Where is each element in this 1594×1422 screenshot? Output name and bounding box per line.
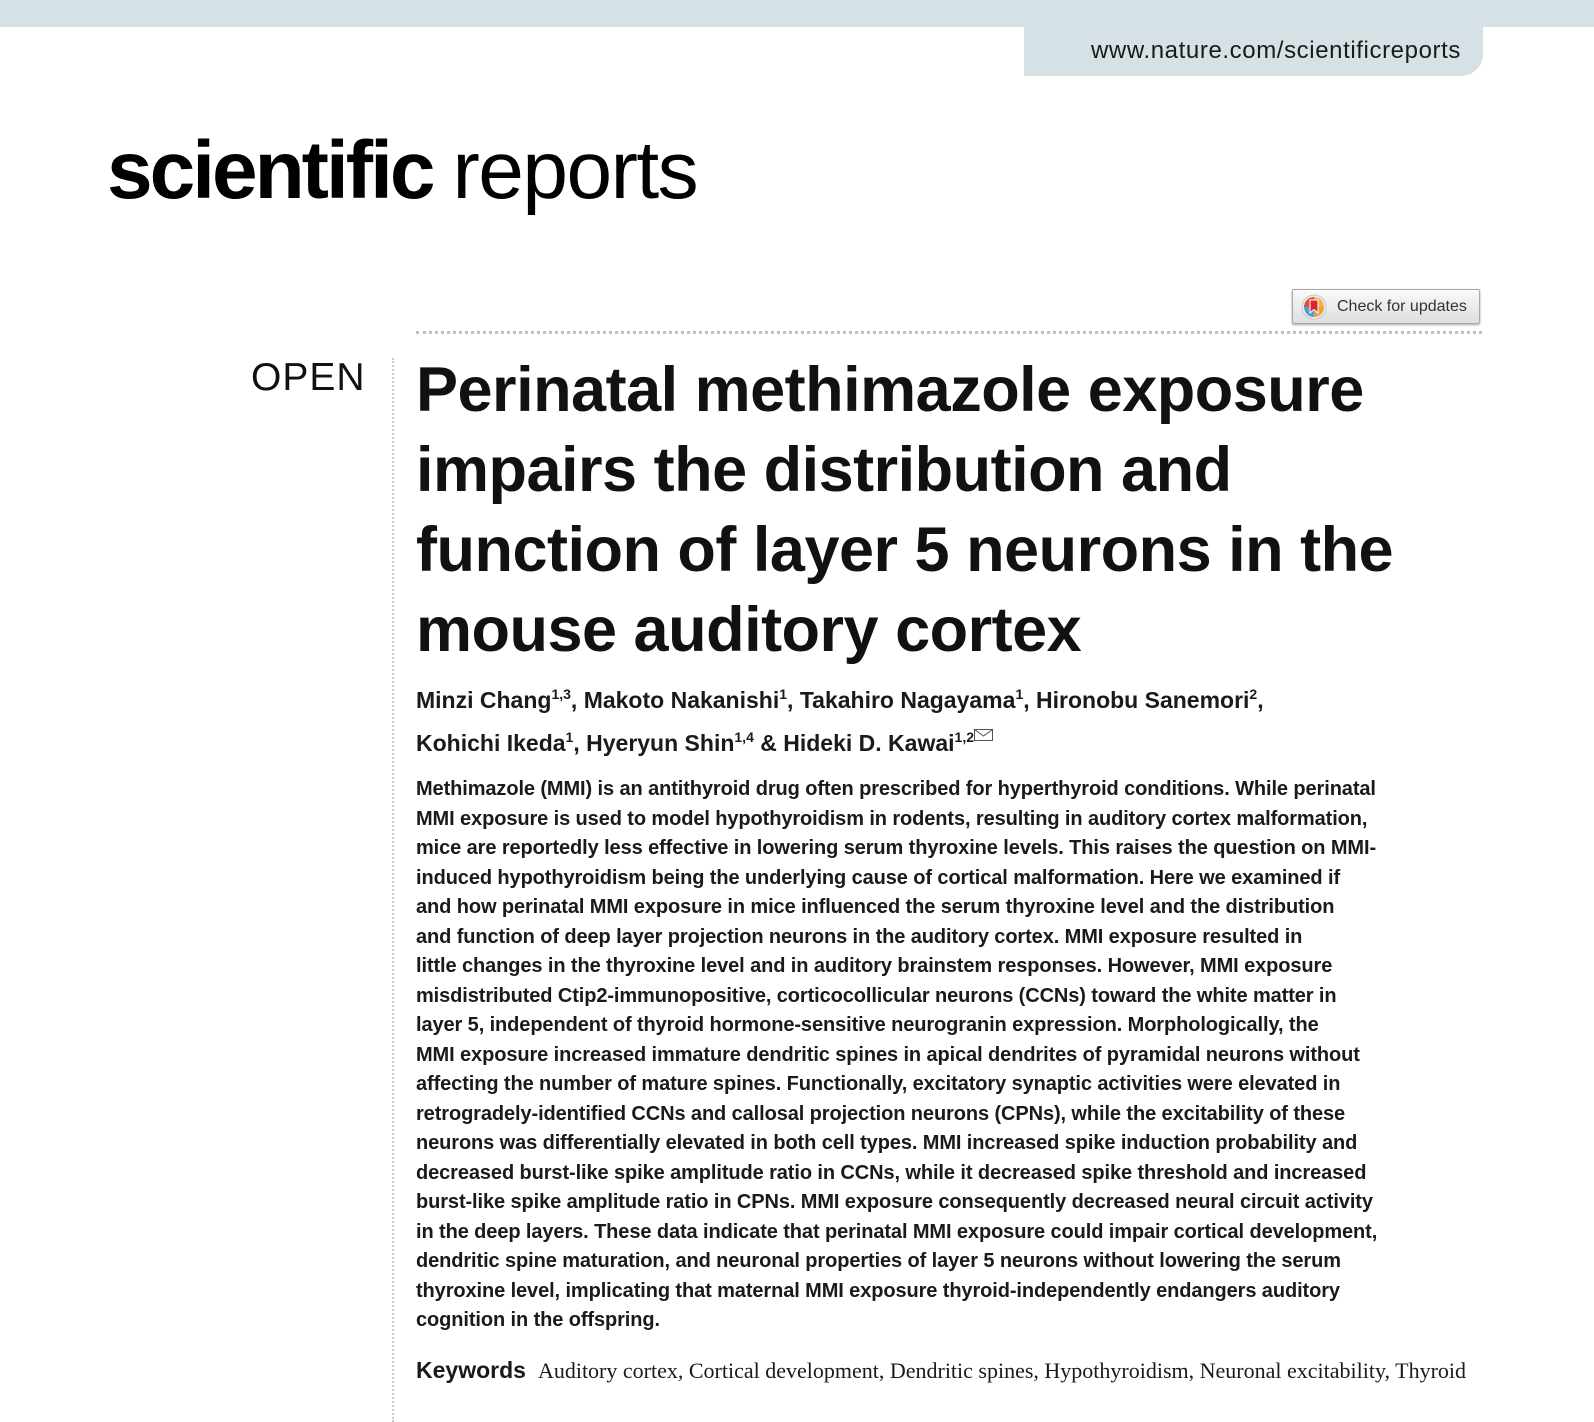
abstract-line: decreased burst-like spike amplitude ratio in CCNs, while it decreased spike threshold and increased — [416, 1161, 1367, 1184]
author-separator: , — [573, 730, 587, 756]
author-affiliation[interactable]: 1 — [565, 729, 574, 745]
abstract-line: misdistributed Ctip2-immunopositive, corticocollicular neurons (CCNs) toward the white matter in — [416, 984, 1337, 1007]
check-for-updates-label: Check for updates — [1337, 297, 1467, 315]
author-name[interactable]: Hideki D. Kawai — [783, 730, 955, 756]
author-separator: , — [787, 687, 800, 713]
keywords-list: Auditory cortex, Cortical development, Dendritic spines, Hypothyroidism, Neuronal excitability, Thyroid — [537, 1358, 1467, 1383]
abstract-line: in the deep layers. These data indicate that perinatal MMI exposure could impair cortical development, — [416, 1220, 1378, 1243]
author-separator: , — [570, 687, 584, 713]
abstract-line: layer 5, independent of thyroid hormone-sensitive neurogranin expression. Morphologically, the — [416, 1014, 1319, 1036]
open-access-label: OPEN — [251, 356, 366, 399]
author-affiliation[interactable]: 1 — [1015, 686, 1024, 702]
abstract-line: cognition in the offspring. — [416, 1309, 660, 1331]
journal-logo — [107, 125, 698, 216]
author-affiliation[interactable]: 2 — [1249, 686, 1258, 702]
author-name[interactable]: Takahiro Nagayama — [799, 687, 1016, 713]
abstract-line: MMI exposure increased immature dendritic spines in apical dendrites of pyramidal neurons without — [416, 1043, 1360, 1066]
abstract-line: retrogradely-identified CCNs and callosal projection neurons (CPNs), while the excitability of these — [416, 1102, 1346, 1125]
article-title: Perinatal methimazole exposure impairs the distribution and function of layer 5 neurons in the mouse auditory cortex — [416, 355, 1394, 665]
abstract-line: dendritic spine maturation, and neuronal properties of layer 5 neurons without lowering the serum — [416, 1250, 1341, 1272]
abstract-line: affecting the number of mature spines. Functionally, excitatory synaptic activities were elevated in — [416, 1073, 1341, 1095]
journal-name-bold: scientific — [107, 125, 433, 216]
author-affiliation[interactable]: 1,4 — [734, 729, 754, 745]
keywords-section — [416, 1355, 1486, 1386]
author-separator: & — [753, 730, 784, 756]
abstract-line: little changes in the thyroxine level and in auditory brainstem responses. However, MMI exposure — [416, 955, 1333, 977]
keywords-label: Keywords — [416, 1357, 526, 1383]
journal-name-light: reports — [452, 125, 698, 216]
author-affiliation[interactable]: 1,2 — [954, 729, 974, 745]
author-list — [416, 684, 1476, 760]
author-separator: , — [1023, 687, 1037, 713]
dotted-divider — [416, 331, 1482, 334]
vertical-divider — [392, 358, 394, 1422]
author-affiliation[interactable]: 1,3 — [551, 686, 571, 702]
abstract-line: induced hypothyroidism being the underlying cause of cortical malformation. Here we examined if — [416, 866, 1341, 889]
check-for-updates-button[interactable] — [1292, 289, 1480, 324]
author-name[interactable]: Kohichi Ikeda — [416, 730, 566, 756]
envelope-icon[interactable] — [974, 717, 993, 729]
abstract-line: thyroxine level, implicating that maternal MMI exposure thyroid-independently endangers auditory — [416, 1279, 1340, 1302]
abstract-line: burst-like spike amplitude ratio in CPNs. MMI exposure consequently decreased neural circuit activity — [416, 1191, 1373, 1213]
abstract-line: mice are reportedly less effective in lowering serum thyroxine levels. This raises the question on MMI- — [416, 837, 1377, 859]
abstract-line: MMI exposure is used to model hypothyroidism in rodents, resulting in auditory cortex malformation, — [416, 807, 1368, 830]
abstract-line: and how perinatal MMI exposure in mice influenced the serum thyroxine level and the distribution — [416, 896, 1335, 918]
author-name[interactable]: Minzi Chang — [416, 687, 552, 713]
author-name[interactable]: Hyeryun Shin — [586, 730, 735, 756]
crossmark-icon — [1301, 294, 1327, 320]
author-separator: , — [1257, 687, 1264, 713]
url-tab — [1024, 0, 1483, 76]
abstract-line: Methimazole (MMI) is an antithyroid drug often prescribed for hyperthyroid conditions. While perinatal — [416, 778, 1376, 800]
author-affiliation[interactable]: 1 — [779, 686, 788, 702]
abstract-line: and function of deep layer projection neurons in the auditory cortex. MMI exposure resulted in — [416, 925, 1303, 948]
author-name[interactable]: Makoto Nakanishi — [583, 687, 780, 713]
abstract — [416, 775, 1486, 1336]
abstract-line: neurons was differentially elevated in both cell types. MMI increased spike induction probability and — [416, 1132, 1358, 1154]
journal-url[interactable]: www.nature.com/scientificreports — [1091, 37, 1461, 64]
author-name[interactable]: Hironobu Sanemori — [1036, 687, 1250, 713]
